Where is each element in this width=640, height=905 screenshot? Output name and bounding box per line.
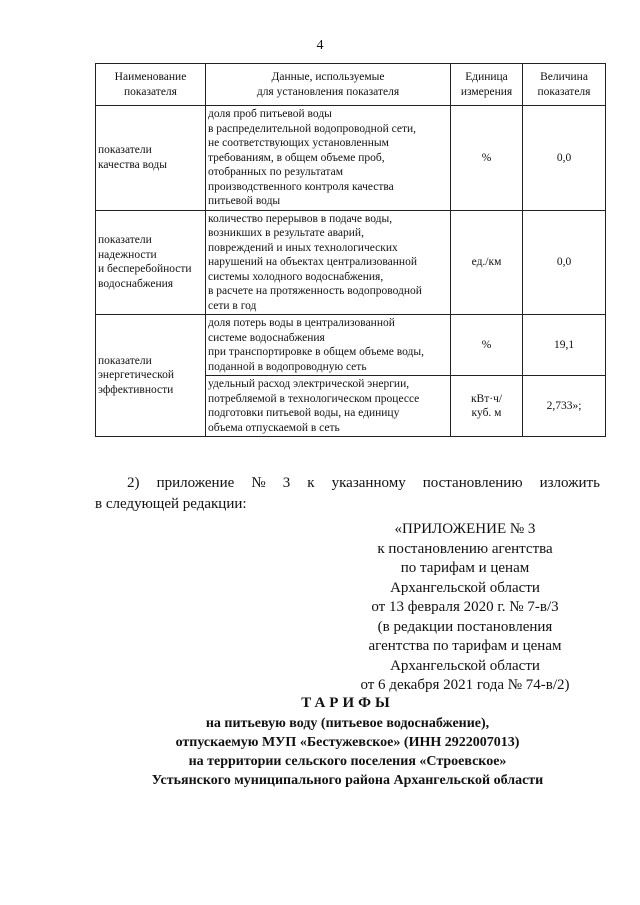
paragraph-word: 2): [127, 475, 140, 491]
category-water-quality: [96, 106, 206, 211]
row-value: [523, 210, 606, 315]
text-line: повреждений и иных технологических: [208, 241, 398, 254]
row-value: [523, 315, 606, 376]
paragraph-word: к: [307, 475, 315, 491]
text-line: Наименование: [114, 71, 187, 83]
text-line: 0,0: [556, 151, 572, 164]
text-line: %: [481, 151, 492, 164]
text-line: требованиям, в общем объеме проб,: [208, 151, 385, 164]
appendix-line: «ПРИЛОЖЕНИЕ № 3: [394, 521, 536, 537]
row-unit: [451, 106, 523, 211]
text-line: водоснабжения: [98, 277, 174, 290]
row-unit: [451, 376, 523, 437]
text-line: кВт·ч/: [470, 392, 503, 405]
appendix-line: (в редакции постановления: [377, 618, 553, 635]
text-line: в расчете на протяженность водопроводной: [208, 285, 422, 297]
paragraph-word: №: [251, 475, 266, 491]
title-line: на питьевую воду (питьевое водоснабжение),: [205, 716, 490, 731]
text-line: и бесперебойности: [98, 263, 192, 276]
page-number: 4: [316, 38, 324, 53]
paragraph-first-line: [95, 473, 600, 494]
table-row: [96, 210, 606, 315]
text-line: подготовки питьевой воды, на единицу: [208, 407, 400, 419]
text-line: куб. м: [471, 407, 502, 419]
header-unit: [451, 64, 523, 106]
table-header-row: [96, 64, 606, 106]
category-energy-efficiency: [96, 315, 206, 437]
text-line: 19,1: [553, 338, 575, 351]
row-data-text: [206, 315, 451, 376]
tariffs-title-block: [95, 692, 600, 790]
text-line: %: [481, 338, 492, 351]
text-line: качества воды: [98, 158, 167, 171]
appendix-line: по тарифам и ценам: [400, 560, 530, 576]
paragraph-word: указанному: [331, 475, 406, 491]
text-line: энергетической: [98, 369, 174, 382]
row-data-text: [206, 376, 451, 437]
text-line: количество перерывов в подаче воды,: [208, 212, 393, 225]
text-line: 0,0: [556, 256, 572, 268]
header-source-data: [206, 64, 451, 106]
appendix-line: от 13 февраля 2020 г. № 7-в/3: [371, 599, 559, 615]
text-line: показателя: [124, 85, 177, 98]
text-line: доля проб питьевой воды: [208, 108, 332, 120]
category-reliability: [96, 210, 206, 315]
text-line: надежности: [98, 248, 157, 261]
header-indicator-name: [96, 64, 206, 106]
text-line: 2,733»;: [546, 399, 582, 412]
table-row: [96, 106, 606, 211]
text-line: удельный расход электрической энергии,: [208, 378, 410, 390]
text-line: сети в год: [208, 299, 257, 312]
text-line: Данные, используемые: [271, 71, 385, 83]
tariffs-title: ТАРИФЫ: [301, 695, 394, 711]
row-value: [523, 106, 606, 211]
text-line: показатели: [98, 354, 152, 367]
appendix-line: к постановлению агентства: [377, 540, 553, 557]
text-line: показателя: [537, 85, 591, 98]
indicators-table: [95, 63, 606, 437]
header-value: [523, 64, 606, 106]
title-line: Устьянского муниципального района Архангельской области: [151, 773, 544, 788]
text-line: системе водоснабжения: [208, 331, 325, 344]
appendix-line: Архангельской области: [390, 657, 540, 674]
text-line: для установления показателя: [256, 85, 400, 98]
text-line: Единица: [465, 71, 508, 83]
paragraph-second-line: в следующей редакции:: [95, 496, 247, 512]
text-line: эффективности: [98, 383, 174, 396]
text-line: возникших в результате аварий,: [208, 227, 364, 239]
row-data-text: [206, 210, 451, 315]
appendix-heading: [330, 520, 600, 696]
text-line: не соответствующих установленным: [208, 137, 389, 149]
text-line: при транспортировке в общем объеме воды,: [208, 346, 424, 358]
amendment-paragraph: [95, 473, 600, 515]
appendix-line: Архангельской области: [390, 579, 540, 596]
row-unit: [451, 210, 523, 315]
text-line: показатели: [98, 234, 152, 247]
paragraph-word: приложение: [156, 475, 235, 491]
text-line: потребляемой в технологическом процессе: [208, 392, 420, 405]
paragraph-word: 3: [282, 475, 291, 491]
row-data-text: [206, 106, 451, 211]
text-line: ед./км: [471, 256, 502, 268]
text-line: объема отпускаемой в сеть: [208, 421, 340, 434]
text-line: доля потерь воды в централизованной: [208, 317, 395, 329]
text-line: поданной в водопроводную сеть: [208, 360, 367, 373]
text-line: отобранных по результатам: [208, 166, 343, 178]
text-line: производственного контроля качества: [208, 180, 394, 193]
row-value: [523, 376, 606, 437]
text-line: Величина: [540, 71, 588, 83]
text-line: системы холодного водоснабжения,: [208, 270, 384, 283]
paragraph-word: изложить: [539, 475, 600, 491]
text-line: питьевой воды: [208, 195, 281, 207]
appendix-line: агентства по тарифам и ценам: [368, 638, 562, 654]
paragraph-word: постановлению: [422, 475, 523, 491]
appendix-line: от 6 декабря 2021 года № 74-в/2): [360, 677, 570, 693]
table-row: [96, 315, 606, 376]
title-line: отпускаемую МУП «Бестужевское» (ИНН 2922007013): [175, 735, 520, 750]
text-line: нарушений на объектах централизованной: [208, 256, 417, 268]
text-line: измерения: [460, 85, 513, 98]
row-unit: [451, 315, 523, 376]
text-line: в распределительной водопроводной сети,: [208, 122, 416, 135]
text-line: показатели: [98, 144, 152, 157]
title-line: на территории сельского поселения «Строевское»: [188, 754, 507, 769]
